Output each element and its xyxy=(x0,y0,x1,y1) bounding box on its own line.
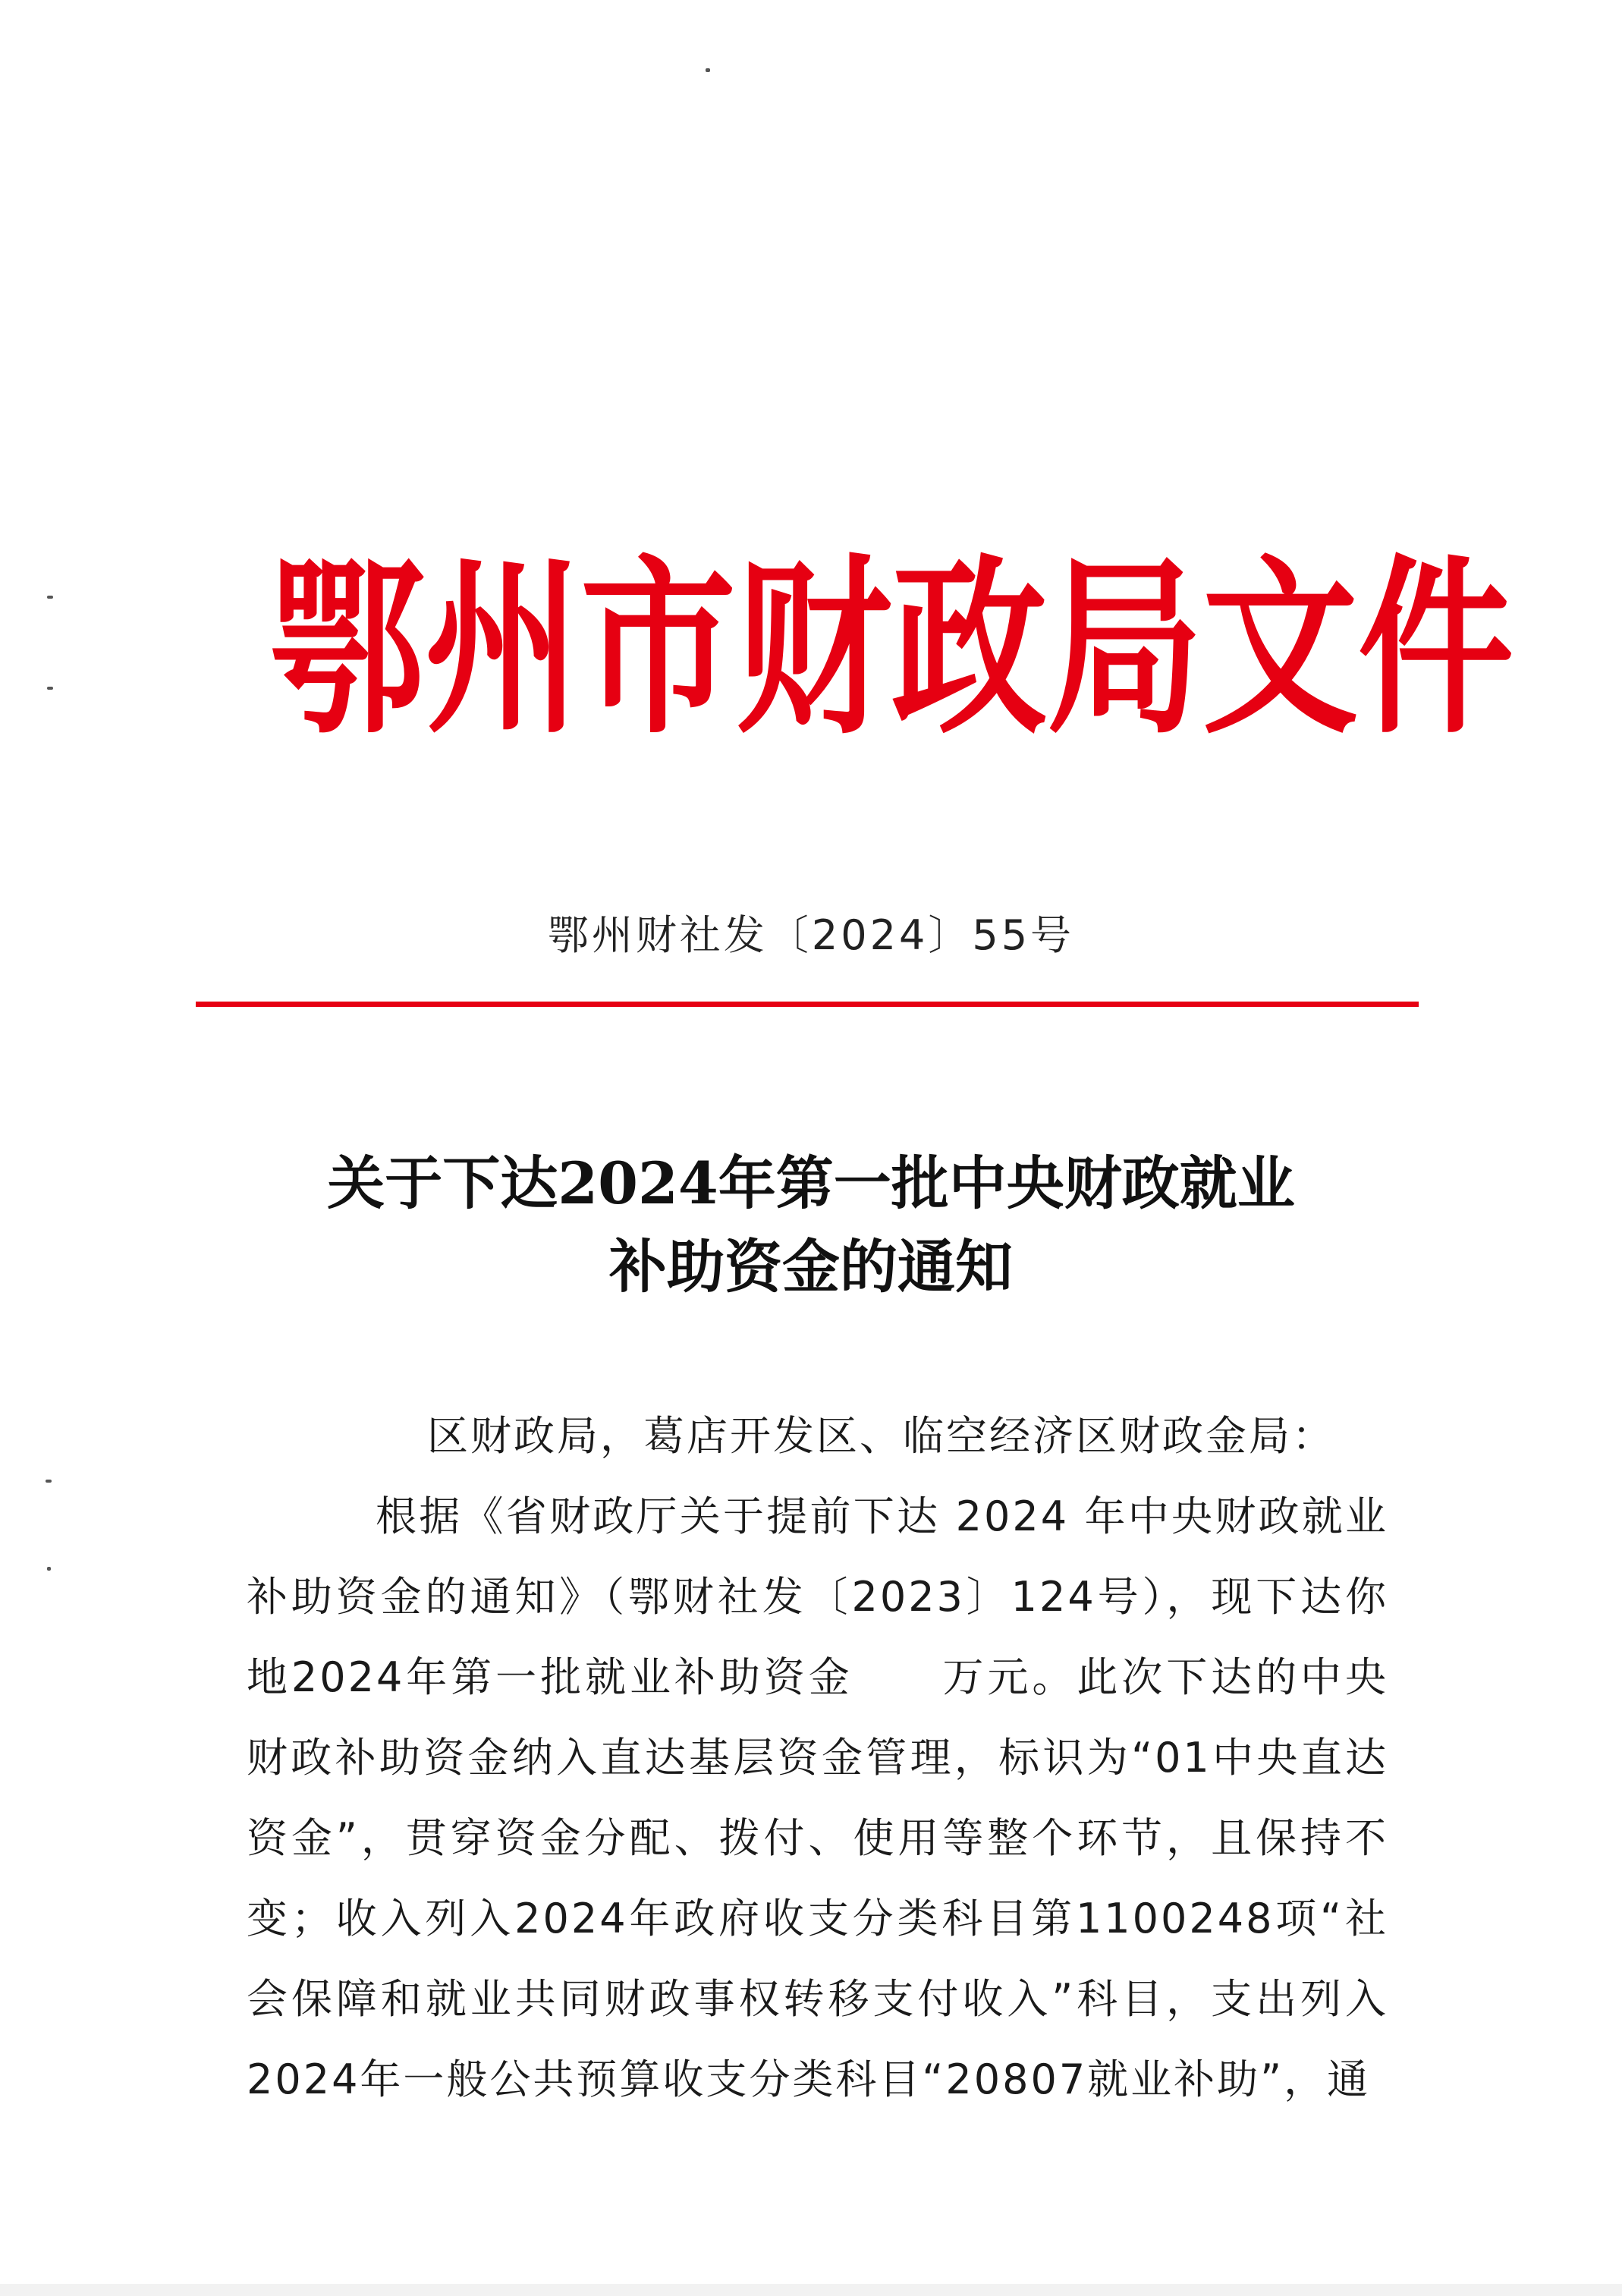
notice-title-line-1: 关于下达2024年第一批中央财政就业 xyxy=(327,1150,1295,1217)
body-text xyxy=(247,1396,1388,2120)
scan-bottom-edge xyxy=(0,2284,1622,2296)
scan-mark xyxy=(706,68,710,72)
notice-title xyxy=(0,1142,1622,1309)
document-number: 鄂州财社发〔2024〕55号 xyxy=(547,911,1075,959)
scan-mark xyxy=(46,1480,52,1483)
header-char: 政 xyxy=(891,536,1047,760)
salutation: 区财政局，葛店开发区、临空经济区财政金局： xyxy=(427,1412,1335,1460)
header-char: 件 xyxy=(1358,536,1514,760)
header-char: 州 xyxy=(425,536,580,760)
scan-mark xyxy=(47,1567,51,1571)
header-char: 局 xyxy=(1047,536,1202,760)
notice-title-line-2: 补助资金的通知 xyxy=(609,1233,1013,1301)
scan-mark xyxy=(47,596,53,599)
header-char: 鄂 xyxy=(269,536,425,760)
header-char: 市 xyxy=(580,536,736,760)
red-separator-line xyxy=(196,1002,1419,1007)
header-char: 文 xyxy=(1202,536,1358,760)
header-char: 财 xyxy=(736,536,891,760)
scan-mark xyxy=(47,687,53,690)
body-paragraph: 根据《省财政厅关于提前下达 2024 年中央财政就业补助资金的通知》（鄂财社发〔2023〕124号），现下达你地2024年第一批就业补助资金 万元。此次下达的中央财政补助资金纳入直达基层资金管理，标识为“01中央直达资金”，贯穿资金分配、拨付、使用等整个环节，且保持不变；收入列入2024年政府收支分类科目第1100248项“社会保障和就业共同财政事权转移支付收入”科目，支出列入2024年一般公共预算收支分类科目“20807就业补助”，通 xyxy=(247,1492,1388,2103)
issuing-authority-header xyxy=(269,528,1514,769)
